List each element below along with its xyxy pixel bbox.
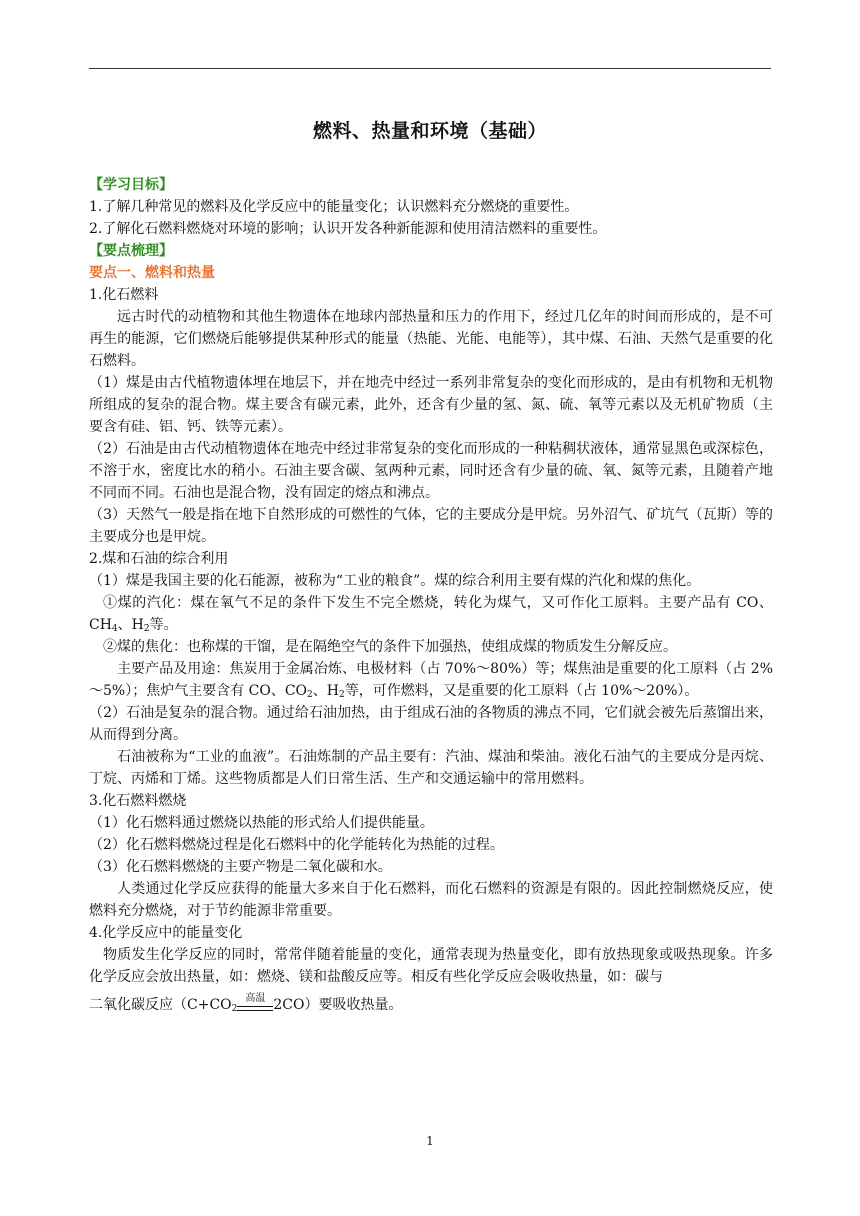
list-item: （3）化石燃料燃烧的主要产物是二氧化碳和水。 <box>89 859 392 875</box>
reaction-equal-sign <box>237 1006 273 1011</box>
paragraph <box>89 658 773 702</box>
paragraph: 远古时代的动植物和其他生物遗体在地球内部热量和压力的作用下，经过几亿年的时间而形成的，是不可再生的能源，它们燃烧后能够提供某种形式的能量（热能、光能、电能等），其中煤、石油、天然气是重要的化石燃料。 <box>89 309 773 369</box>
header-rule <box>89 68 771 69</box>
paragraph: （2）石油是复杂的混合物。通过给石油加热，由于组成石油的各物质的沸点不同，它们就会被先后蒸馏出来，从而得到分离。 <box>89 705 773 743</box>
equation-line <box>89 994 773 1016</box>
paragraph: （3）天然气一般是指在地下自然形成的可燃性的气体，它的主要成分是甲烷。另外沼气、矿坑气（瓦斯）等的主要成分也是甲烷。 <box>89 507 773 545</box>
document-body <box>89 174 773 1016</box>
section-heading: 2.煤和石油的综合利用 <box>89 551 229 567</box>
subscript: 4 <box>111 624 118 634</box>
paragraph: （1）煤是由古代植物遗体埋在地层下，并在地壳中经过一系列非常复杂的变化而形成的，是由有机物和无机物所组成的复杂的混合物。煤主要含有碳元素，此外，还含有少量的氢、氮、硫、氧等元素以及无机矿物质（主要含有硅、铝、钙、铁等元素）。 <box>89 375 773 435</box>
list-item: （1）化石燃料通过燃烧以热能的形式给人们提供能量。 <box>89 815 434 831</box>
goal-item: 1.了解几种常见的燃料及化学反应中的能量变化；认识燃料充分燃烧的重要性。 <box>89 199 579 215</box>
point1-heading: 要点一、燃料和热量 <box>89 265 215 281</box>
text-run: ①煤的汽化：煤在氧气不足的条件下发生不完全燃烧，转化为煤气，又可作化工原料。主要产品有 CO、CH <box>89 595 773 633</box>
text-run: 等，可作燃料，又是重要的化工原料（占 10%～20%）。 <box>344 683 699 699</box>
paragraph: 物质发生化学反应的同时，常常伴随着能量的变化，通常表现为热量变化，即有放热现象或吸热现象。许多化学反应会放出热量，如：燃烧、镁和盐酸反应等。相反有些化学反应会吸收热量，如：碳与 <box>89 947 773 985</box>
goals-heading: 【学习目标】 <box>89 177 173 193</box>
text-run: 二氧化碳反应（C+CO <box>89 997 232 1013</box>
text-run: 主要产品及用途：焦炭用于金属冶炼、电极材料（占 70%～80%）等；煤焦油是重要的化工原料（占 2%～5%）；焦炉气主要含有 CO、CO <box>89 661 773 699</box>
text-run: 、H <box>117 617 144 633</box>
text-run: 2CO）要吸收热量。 <box>273 997 403 1013</box>
subscript: 2 <box>143 624 150 634</box>
paragraph: ②煤的焦化：也称煤的干馏，是在隔绝空气的条件下加强热，使组成煤的物质发生分解反应。 <box>103 639 677 655</box>
text-run: 等。 <box>149 617 178 633</box>
condition-text: 高温 <box>245 993 266 1004</box>
section-heading: 4.化学反应中的能量变化 <box>89 925 243 941</box>
page-number: 1 <box>426 1134 434 1148</box>
page-title: 燃料、热量和环境（基础） <box>312 120 547 142</box>
section-heading: 3.化石燃料燃烧 <box>89 793 187 809</box>
list-item: （2）化石燃料燃烧过程是化石燃料中的化学能转化为热能的过程。 <box>89 837 504 853</box>
text-run: 、H <box>312 683 339 699</box>
points-heading: 【要点梳理】 <box>89 243 173 259</box>
subscript: 2 <box>307 690 313 700</box>
subscript: 2 <box>231 1004 238 1014</box>
paragraph: （1）煤是我国主要的化石能源，被称为“工业的粮食”。煤的综合利用主要有煤的汽化和煤的焦化。 <box>89 573 701 589</box>
section-heading: 1.化石燃料 <box>89 287 159 303</box>
paragraph: 石油被称为“工业的血液”。石油炼制的产品主要有：汽油、煤油和柴油。液化石油气的主要成分是丙烷、丁烷、丙烯和丁烯。这些物质都是人们日常生活、生产和交通运输中的常用燃料。 <box>89 749 773 787</box>
paragraph <box>89 592 773 636</box>
paragraph: （2）石油是由古代动植物遗体在地壳中经过非常复杂的变化而形成的一种粘稠状液体，通常显黑色或深棕色，不溶于水，密度比水的稍小。石油主要含碳、氢两种元素，同时还含有少量的硫、氧、氮等元素，且随着产地不同而不同。石油也是混合物，没有固定的熔点和沸点。 <box>89 441 773 501</box>
reaction-condition <box>237 994 273 1004</box>
paragraph: 人类通过化学反应获得的能量大多来自于化石燃料，而化石燃料的资源是有限的。因此控制燃烧反应，使燃料充分燃烧，对于节约能源非常重要。 <box>89 881 773 919</box>
goal-item: 2.了解化石燃料燃烧对环境的影响；认识开发各种新能源和使用清洁燃料的重要性。 <box>89 221 607 237</box>
subscript: 2 <box>339 690 345 700</box>
